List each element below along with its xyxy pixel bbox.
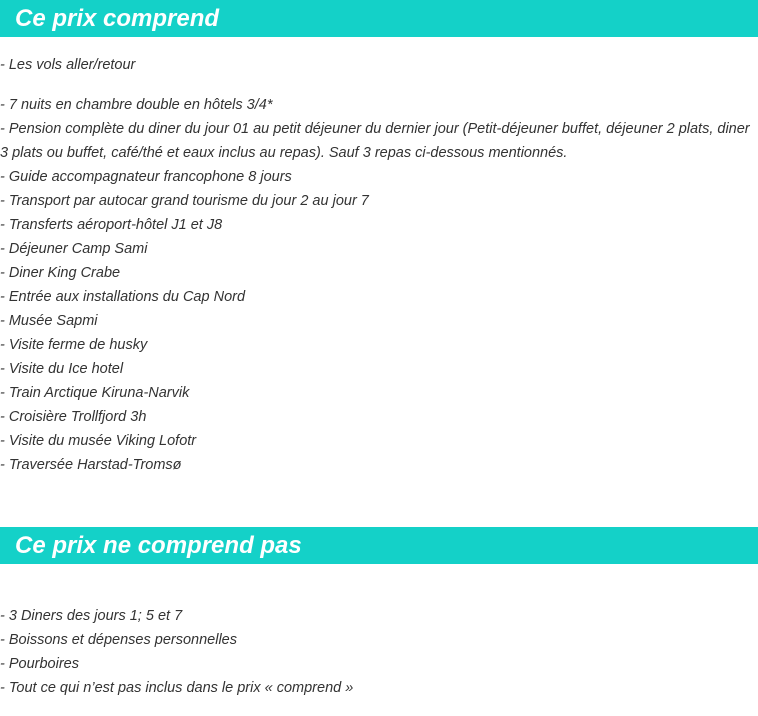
list-item: - Transferts aéroport-hôtel J1 et J8 xyxy=(0,217,223,233)
list-item: - Visite du musée Viking Lofotr xyxy=(0,433,197,449)
list-item: - Pourboires xyxy=(0,656,79,672)
section-title-excludes: Ce prix ne comprend pas xyxy=(0,527,758,564)
list-item: - Pension complète du diner du jour 01 au petit déjeuner du dernier jour (Petit-déjeuner buffet, déjeuner 2 plats, diner 3 plats ou buffet, café/thé et eaux inclus au repas). Sauf 3 repas ci-dessous mentionnés. xyxy=(0,121,750,161)
list-item: - Musée Sapmi xyxy=(0,313,98,329)
list-item: - Diner King Crabe xyxy=(0,265,121,281)
list-item: - Traversée Harstad-Tromsø xyxy=(0,457,182,473)
list-item: - 7 nuits en chambre double en hôtels 3/4* xyxy=(0,97,273,113)
list-item: - Train Arctique Kiruna-Narvik xyxy=(0,385,190,401)
list-item: - Visite du Ice hotel xyxy=(0,361,124,377)
list-item: - Déjeuner Camp Sami xyxy=(0,241,148,257)
list-item: - Boissons et dépenses personnelles xyxy=(0,632,237,648)
list-item: - Croisière Trollfjord 3h xyxy=(0,409,147,425)
list-item: - Les vols aller/retour xyxy=(0,57,136,73)
list-item: - 3 Diners des jours 1; 5 et 7 xyxy=(0,608,183,624)
list-item: - Visite ferme de husky xyxy=(0,337,148,353)
list-item: - Guide accompagnateur francophone 8 jours xyxy=(0,169,292,185)
section-title-includes: Ce prix comprend xyxy=(0,0,758,37)
list-item: - Tout ce qui n’est pas inclus dans le prix « comprend » xyxy=(0,680,354,696)
list-item: - Entrée aux installations du Cap Nord xyxy=(0,289,246,305)
list-item: - Transport par autocar grand tourisme du jour 2 au jour 7 xyxy=(0,193,369,209)
